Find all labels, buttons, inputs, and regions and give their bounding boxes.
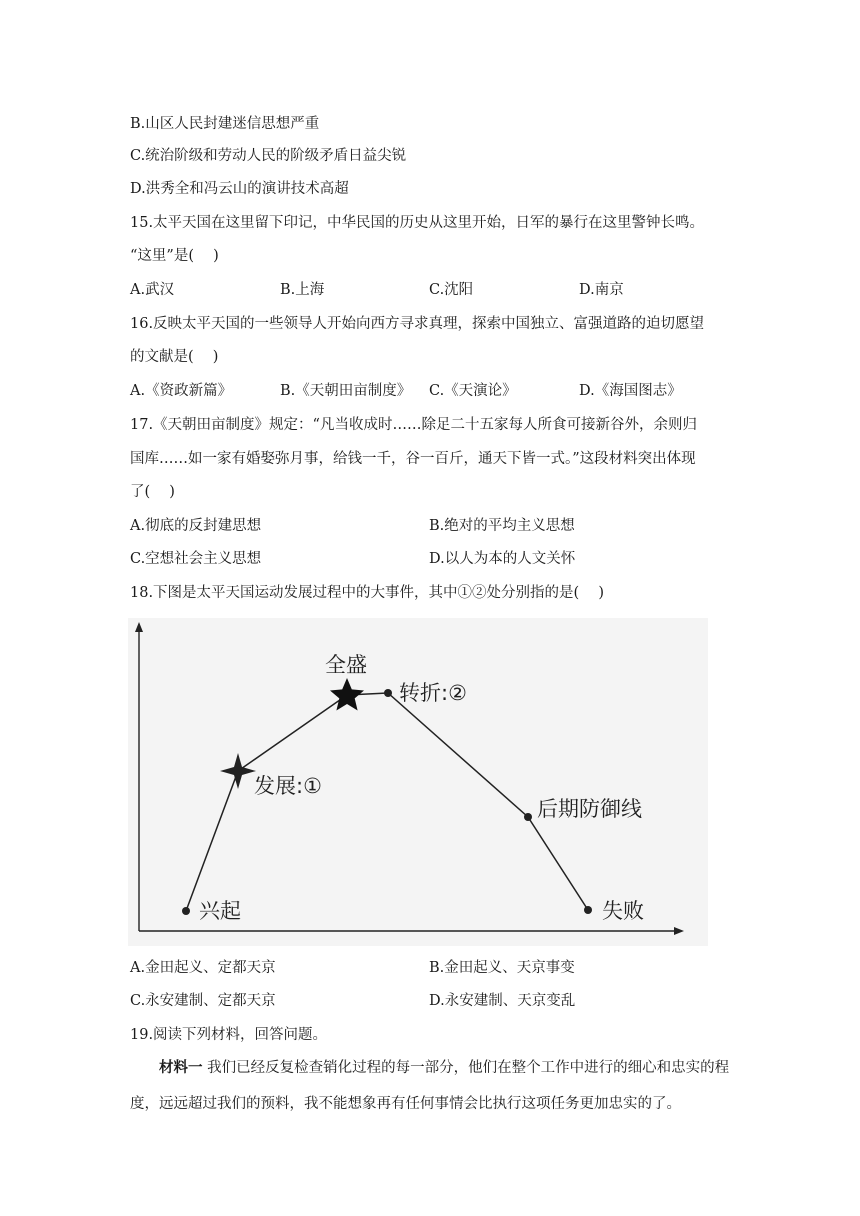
q17-option-a: A.彻底的反封建思想 bbox=[130, 518, 262, 534]
q17-stem-line-2: 国库……如一家有婚娶弥月事，给钱一千，谷一百斤，通天下皆一式。”这段材料突出体现 bbox=[130, 451, 696, 467]
q15-option-c: C.沈阳 bbox=[429, 282, 474, 298]
label-develop: 发展:① bbox=[254, 774, 322, 798]
q17-option-c: C.空想社会主义思想 bbox=[130, 551, 262, 567]
q16-stem-line-1: 16.反映太平天国的一些领导人开始向西方寻求真理，探索中国独立、富强道路的迫切愿望 bbox=[130, 316, 705, 332]
q15-option-d: D.南京 bbox=[579, 282, 624, 298]
q17-option-b: B.绝对的平均主义思想 bbox=[429, 518, 575, 534]
q19-material-one bbox=[130, 1050, 735, 1122]
q18-stem: 18.下图是太平天国运动发展过程中的大事件，其中①②处分别指的是( ) bbox=[130, 585, 604, 601]
label-fail: 失败 bbox=[602, 899, 644, 923]
q15-stem-line-2: “这里”是( ) bbox=[130, 248, 219, 264]
point-fail bbox=[584, 906, 592, 914]
q16-option-d: D.《海国图志》 bbox=[579, 383, 682, 399]
q16-option-b: B.《天朝田亩制度》 bbox=[280, 383, 412, 399]
q18-option-d: D.永安建制、天京变乱 bbox=[429, 993, 576, 1009]
point-rise bbox=[182, 907, 190, 915]
q17-stem-line-3: 了( ) bbox=[130, 484, 175, 500]
q19-material-label: 材料一 bbox=[159, 1059, 203, 1076]
q18-option-b: B.金田起义、天京事变 bbox=[429, 960, 575, 976]
q16-option-a: A.《资政新篇》 bbox=[130, 383, 233, 399]
point-defense bbox=[524, 813, 532, 821]
q17-stem-line-1: 17.《天朝田亩制度》规定：“凡当收成时……除足二十五家每人所食可接新谷外，余则归 bbox=[130, 417, 697, 433]
figure-background bbox=[128, 618, 708, 946]
q14-option-d: D.洪秀全和冯云山的演讲技术高超 bbox=[130, 181, 349, 197]
q14-option-c: C.统治阶级和劳动人民的阶级矛盾日益尖锐 bbox=[130, 148, 407, 164]
q16-option-c: C.《天演论》 bbox=[429, 383, 517, 399]
q15-stem-line-1: 15.太平天国在这里留下印记，中华民国的历史从这里开始，日军的暴行在这里警钟长鸣。 bbox=[130, 215, 705, 231]
q18-option-a: A.金田起义、定都天京 bbox=[130, 960, 276, 976]
q17-option-d: D.以人为本的人文关怀 bbox=[429, 551, 576, 567]
taiping-timeline-figure bbox=[128, 618, 708, 946]
point-turn bbox=[384, 689, 392, 697]
q14-option-b: B.山区人民封建迷信思想严重 bbox=[130, 116, 320, 132]
label-peak: 全盛 bbox=[325, 653, 367, 677]
q15-option-a: A.武汉 bbox=[130, 282, 175, 298]
label-defense: 后期防御线 bbox=[537, 797, 642, 821]
q19-stem: 19.阅读下列材料，回答问题。 bbox=[130, 1027, 328, 1043]
q19-material-text: 我们已经反复检查销化过程的每一部分，他们在整个工作中进行的细心和忠实的程度，远远超过我们的预料，我不能想象再有任何事情会比执行这项任务更加忠实的了。 bbox=[130, 1060, 730, 1112]
q16-stem-line-2: 的文献是( ) bbox=[130, 349, 219, 365]
label-turn: 转折:② bbox=[399, 681, 467, 705]
q18-option-c: C.永安建制、定都天京 bbox=[130, 993, 276, 1009]
label-rise: 兴起 bbox=[199, 899, 241, 923]
q15-option-b: B.上海 bbox=[280, 282, 325, 298]
